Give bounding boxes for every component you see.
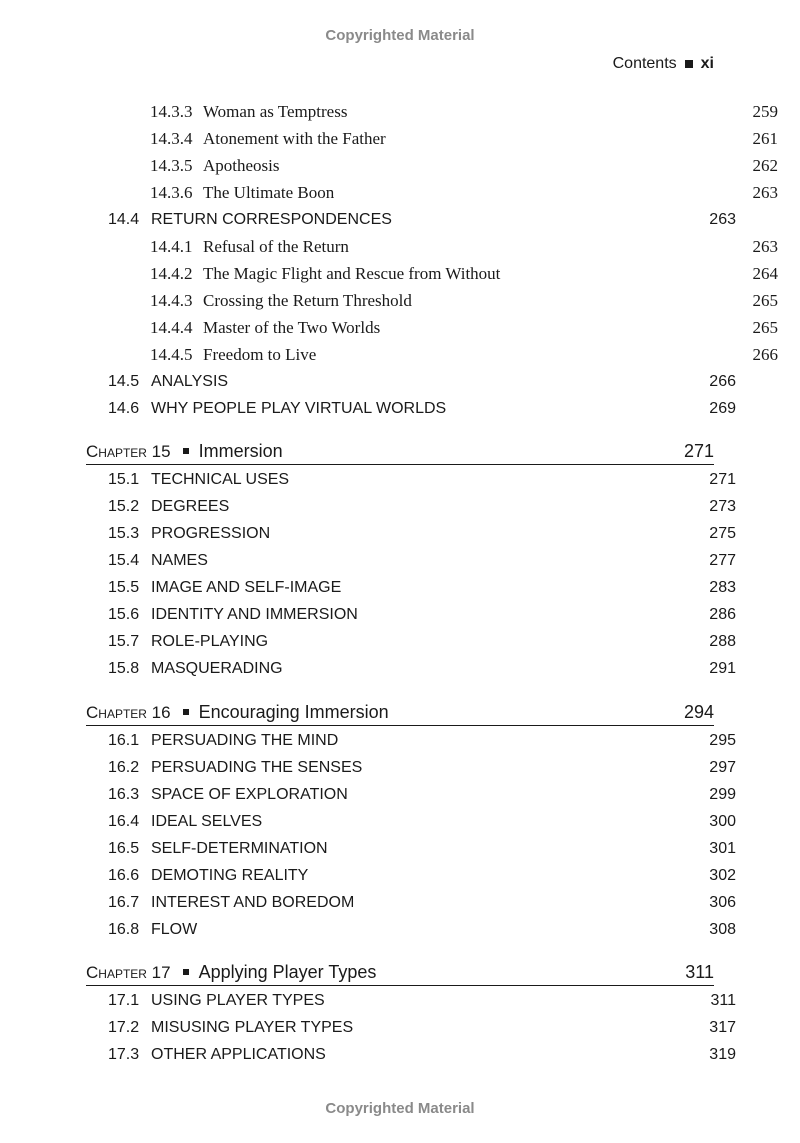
section-page: 291 (709, 659, 736, 677)
section-number: 14.6 (108, 399, 140, 417)
square-bullet-icon (183, 969, 189, 975)
section-number: 15.2 (108, 497, 140, 515)
toc-entry[interactable] (86, 98, 778, 125)
square-bullet-icon (183, 448, 189, 454)
entry-number: 14.3.4 (150, 128, 193, 148)
section-page: 299 (709, 785, 736, 803)
section-number: 15.1 (108, 470, 140, 488)
entry-title: Crossing the Return Threshold (203, 290, 412, 310)
toc-section[interactable] (86, 1014, 736, 1041)
section-title: OTHER APPLICATIONS (151, 1045, 326, 1063)
section-number: 16.4 (108, 812, 140, 830)
toc-section[interactable] (86, 395, 736, 422)
section-page: 266 (709, 372, 736, 390)
entry-page: 265 (752, 317, 778, 337)
section-number: 15.3 (108, 524, 140, 542)
toc-section[interactable] (86, 727, 736, 754)
toc-section[interactable] (86, 368, 736, 395)
entry-number: 14.4.3 (150, 290, 193, 310)
section-title: SELF-DETERMINATION (151, 839, 328, 857)
entry-title: The Ultimate Boon (203, 182, 335, 202)
section-number: 14.5 (108, 372, 140, 390)
section-number: 17.2 (108, 1018, 140, 1036)
section-title: DEMOTING REALITY (151, 866, 309, 884)
copyright-watermark-bottom: Copyrighted Material (325, 1100, 475, 1117)
entry-page: 262 (752, 155, 778, 175)
section-page: 308 (709, 920, 736, 938)
toc-section[interactable] (86, 862, 736, 889)
toc-section[interactable] (86, 466, 736, 493)
section-number: 15.7 (108, 632, 140, 650)
toc-entry[interactable] (86, 233, 778, 260)
chapter-title: Applying Player Types (198, 961, 377, 982)
running-head-label: Contents (612, 55, 677, 72)
section-page: 311 (710, 991, 736, 1009)
toc-section[interactable] (86, 889, 736, 916)
section-page: 317 (709, 1018, 736, 1036)
toc-section[interactable] (86, 781, 736, 808)
toc-section[interactable] (86, 601, 736, 628)
toc-section[interactable] (86, 1041, 736, 1068)
section-page: 277 (709, 551, 736, 569)
section-page: 283 (709, 578, 736, 596)
section-page: 288 (709, 632, 736, 650)
chapter-label: Chapter 16 (86, 702, 171, 722)
toc-section[interactable] (86, 628, 736, 655)
section-number: 15.8 (108, 659, 140, 677)
entry-number: 14.4.1 (150, 236, 193, 256)
section-title: IMAGE AND SELF-IMAGE (151, 578, 342, 596)
section-number: 14.4 (108, 210, 140, 228)
entry-number: 14.4.2 (150, 263, 193, 283)
section-number: 16.3 (108, 785, 140, 803)
section-title: FLOW (151, 920, 198, 938)
entry-title: Atonement with the Father (203, 128, 386, 148)
entry-page: 264 (752, 263, 778, 283)
section-title: WHY PEOPLE PLAY VIRTUAL WORLDS (151, 399, 447, 417)
toc-section[interactable] (86, 808, 736, 835)
toc-entry[interactable] (86, 341, 778, 368)
entry-title: The Magic Flight and Rescue from Without (203, 263, 501, 283)
entry-page: 263 (752, 236, 778, 256)
chapter-label: Chapter 17 (86, 962, 171, 982)
toc-section[interactable] (86, 916, 736, 943)
section-number: 16.8 (108, 920, 140, 938)
section-title: PERSUADING THE MIND (151, 731, 339, 749)
section-title: PROGRESSION (151, 524, 271, 542)
toc-section[interactable] (86, 520, 736, 547)
chapter-title: Encouraging Immersion (198, 701, 389, 722)
section-number: 17.1 (108, 991, 140, 1009)
section-title: IDENTITY AND IMMERSION (151, 605, 358, 623)
section-title: ANALYSIS (151, 372, 229, 390)
section-page: 319 (709, 1045, 736, 1063)
section-page: 273 (709, 497, 736, 515)
section-number: 16.7 (108, 893, 140, 911)
entry-number: 14.4.4 (150, 317, 193, 337)
page-number: xi (700, 55, 714, 72)
toc-section[interactable] (86, 754, 736, 781)
section-number: 15.4 (108, 551, 140, 569)
chapter-heading-15[interactable] (86, 438, 714, 465)
section-page: 302 (709, 866, 736, 884)
chapter-title: Immersion (198, 440, 283, 461)
entry-number: 14.3.3 (150, 101, 193, 121)
chapter-heading-16[interactable] (86, 699, 714, 726)
section-title: NAMES (151, 551, 208, 569)
section-title: ROLE-PLAYING (151, 632, 269, 650)
chapter-page: 311 (685, 961, 714, 982)
entry-page: 261 (752, 128, 778, 148)
section-title: INTEREST AND BOREDOM (151, 893, 355, 911)
section-title: SPACE OF EXPLORATION (151, 785, 348, 803)
section-title: DEGREES (151, 497, 230, 515)
section-number: 17.3 (108, 1045, 140, 1063)
section-number: 15.6 (108, 605, 140, 623)
entry-number: 14.3.6 (150, 182, 193, 202)
copyright-watermark-top: Copyrighted Material (325, 27, 475, 44)
toc-entry[interactable] (86, 314, 778, 341)
section-title: USING PLAYER TYPES (151, 991, 325, 1009)
entry-title: Woman as Temptress (203, 101, 348, 121)
entry-page: 266 (752, 344, 778, 364)
section-page: 263 (709, 210, 736, 228)
entry-page: 259 (752, 101, 778, 121)
entry-number: 14.3.5 (150, 155, 193, 175)
chapter-heading-17[interactable] (86, 959, 714, 986)
running-head (613, 55, 714, 73)
toc-entry[interactable] (86, 287, 778, 314)
section-title: PERSUADING THE SENSES (151, 758, 363, 776)
toc-section[interactable] (86, 493, 736, 520)
section-number: 16.5 (108, 839, 140, 857)
section-page: 306 (709, 893, 736, 911)
entry-number: 14.4.5 (150, 344, 193, 364)
entry-page: 265 (752, 290, 778, 310)
section-number: 16.1 (108, 731, 140, 749)
toc-section[interactable] (86, 655, 736, 682)
section-page: 300 (709, 812, 736, 830)
section-page: 269 (709, 399, 736, 417)
section-title: IDEAL SELVES (151, 812, 263, 830)
section-page: 286 (709, 605, 736, 623)
square-bullet-icon (183, 709, 189, 715)
toc-section[interactable] (86, 547, 736, 574)
chapter-page: 271 (683, 440, 714, 461)
toc-section[interactable] (86, 835, 736, 862)
section-page: 275 (709, 524, 736, 542)
toc-section[interactable] (86, 574, 736, 601)
section-title: MISUSING PLAYER TYPES (151, 1018, 354, 1036)
entry-title: Freedom to Live (203, 344, 317, 364)
section-page: 295 (709, 731, 736, 749)
chapter-label: Chapter 15 (86, 441, 171, 461)
section-number: 16.6 (108, 866, 140, 884)
section-title: MASQUERADING (151, 659, 283, 677)
toc-entry[interactable] (86, 125, 778, 152)
section-page: 301 (709, 839, 736, 857)
toc-entry[interactable] (86, 152, 778, 179)
section-title: RETURN CORRESPONDENCES (151, 210, 392, 228)
entry-title: Master of the Two Worlds (203, 317, 381, 337)
section-number: 15.5 (108, 578, 140, 596)
section-page: 271 (709, 470, 736, 488)
section-title: TECHNICAL USES (151, 470, 290, 488)
entry-title: Apotheosis (203, 155, 280, 175)
toc-section[interactable] (86, 206, 736, 233)
section-number: 16.2 (108, 758, 140, 776)
chapter-page: 294 (683, 701, 714, 722)
entry-page: 263 (752, 182, 778, 202)
section-page: 297 (709, 758, 736, 776)
toc-entry[interactable] (86, 260, 778, 287)
entry-title: Refusal of the Return (203, 236, 349, 256)
toc-entry[interactable] (86, 179, 778, 206)
toc-section[interactable] (86, 987, 736, 1014)
square-bullet-icon (685, 60, 693, 68)
